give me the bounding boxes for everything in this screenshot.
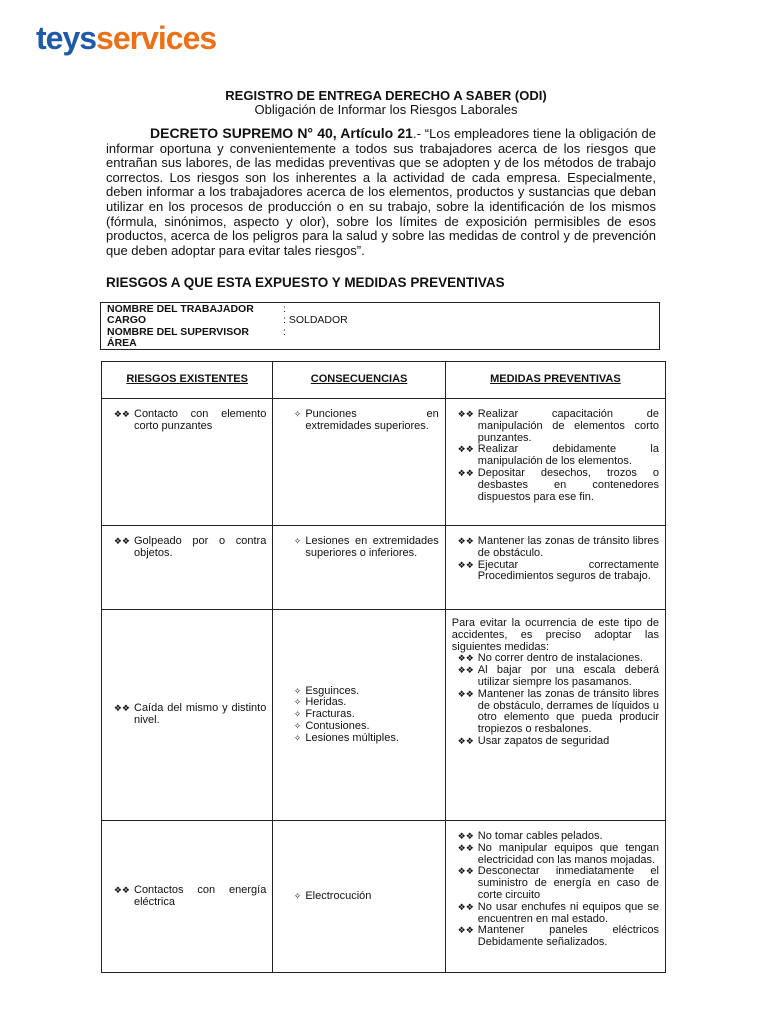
consequence-text: Punciones en extremidades superiores.: [305, 408, 439, 432]
table-row: [102, 399, 666, 526]
worker-name-label: NOMBRE DEL TRABAJADOR: [107, 303, 254, 315]
document-title: REGISTRO DE ENTREGA DERECHO A SABER (ODI): [225, 88, 547, 103]
consequence-cell: [273, 821, 445, 973]
bullet-icon: ❖❖: [457, 925, 474, 936]
measure-text: Al bajar por una escala deberá utilizar siempre los pasamanos.: [477, 664, 659, 688]
measure-text: Ejecutar correctamente Procedimientos seguros de trabajo.: [477, 558, 659, 583]
measure-text: Mantener paneles eléctricos Debidamente señalizados.: [477, 924, 659, 949]
consequence-cell: [273, 610, 445, 821]
bullet-icon: ✧: [293, 732, 302, 743]
worker-name-value: :: [283, 303, 286, 315]
decree-text: .- “Los empleadores tiene la obligación de informar oportuna y convenientemente a todos sus trabajadores acerca de los riesgos que entrañan sus labores, de las medidas preventivas que se adopten y de los métodos de trabajo correctos. Los riesgos son los inherentes a la actividad de cada empresa. Especialmente, deben informar a los trabajadores acerca de los elementos, productos y sustancias que deban utilizar en los procesos de producción o en su trabajo, sobre la identificación de los mismos (fórmula, sinónimos, aspecto y olor), sobre los límites de exposición permisibles de esos productos, acerca de los peligros para la salud y sobre las medidas de control y de prevención que deben adoptar para evitar tales riesgos”.: [106, 126, 657, 258]
risk-text: Contactos con energía eléctrica: [134, 883, 267, 908]
worker-info-box: [100, 302, 660, 350]
bullet-icon: ✧: [293, 720, 302, 731]
bullet-icon: ✧: [293, 697, 302, 708]
bullet-icon: ❖❖: [457, 467, 474, 478]
risk-text: Golpeado por o contra objetos.: [134, 535, 267, 559]
consequence-text: Fracturas.: [305, 708, 355, 721]
document-subtitle: Obligación de Informar los Riesgos Laborales: [254, 102, 518, 117]
measure-text: Desconectar inmediatamente el suministro de energía en caso de corte circuito: [477, 865, 659, 901]
bullet-icon: ❖❖: [457, 536, 474, 546]
decree-paragraph: [106, 126, 656, 258]
consequence-text: Contusiones.: [305, 719, 370, 732]
consequence-text: Esguinces.: [305, 684, 360, 697]
bullet-icon: ❖❖: [457, 444, 474, 455]
measures-cell: [445, 526, 665, 610]
risk-text: Caída del mismo y distinto nivel.: [134, 702, 267, 726]
risk-cell: [102, 821, 273, 973]
bullet-icon: ❖❖: [457, 831, 474, 841]
risk-cell: [102, 610, 273, 821]
area-label: ÁREA: [107, 337, 137, 350]
company-logo: [36, 18, 236, 62]
consequence-cell: [273, 399, 445, 526]
table-row: [102, 821, 666, 973]
measures-cell: [445, 821, 665, 973]
table-row: [102, 526, 666, 610]
bullet-icon: ❖❖: [457, 842, 474, 853]
bullet-icon: ❖❖: [457, 665, 474, 676]
consequence-text: Electrocución: [305, 889, 372, 902]
bullet-icon: ✧: [293, 685, 302, 696]
header-consequences: CONSECUENCIAS: [273, 362, 445, 399]
bullet-icon: ❖❖: [457, 688, 474, 699]
risk-text: Contacto con elemento corto punzantes: [134, 408, 267, 432]
measure-text: Usar zapatos de seguridad: [477, 734, 610, 747]
table-row: [102, 610, 666, 821]
consequence-text: Lesiones en extremidades superiores o inferiores.: [305, 535, 439, 559]
measure-text: Depositar desechos, trozos o desbastes en contenedores dispuestos para ese fin.: [477, 466, 659, 503]
consequence-text: Lesiones múltiples.: [305, 731, 399, 744]
risks-table: [101, 361, 666, 973]
measures-cell: [445, 610, 665, 821]
bullet-icon: ❖❖: [113, 703, 130, 714]
header-measures: MEDIDAS PREVENTIVAS: [445, 362, 665, 399]
logo-part-b: services: [96, 20, 217, 56]
bullet-icon: ❖❖: [457, 866, 474, 877]
measure-text: Realizar capacitación de manipulación de elementos corto punzantes.: [477, 408, 659, 444]
bullet-icon: ✧: [293, 409, 302, 419]
bullet-icon: ❖❖: [457, 409, 474, 419]
bullet-icon: ❖❖: [457, 653, 474, 664]
cargo-label: CARGO: [107, 314, 147, 327]
bullet-icon: ❖❖: [113, 409, 130, 419]
measure-text: Realizar debidamente la manipulación de los elementos.: [477, 443, 659, 468]
bullet-icon: ❖❖: [457, 735, 474, 746]
supervisor-label: NOMBRE DEL SUPERVISOR: [107, 325, 249, 338]
bullet-icon: ❖❖: [457, 901, 474, 912]
consequence-cell: [273, 526, 445, 610]
risk-cell: [102, 526, 273, 610]
logo-part-a: teys: [36, 20, 97, 56]
supervisor-value: :: [283, 325, 286, 338]
bullet-icon: ❖❖: [113, 884, 130, 895]
measure-text: No tomar cables pelados.: [477, 830, 603, 842]
cargo-value: : SOLDADOR: [283, 314, 348, 327]
measures-intro: Para evitar la ocurrencia de este tipo de accidentes, es preciso adoptar las siguientes medidas:: [451, 617, 659, 653]
consequence-text: Heridas.: [305, 696, 347, 709]
measure-text: No usar enchufes ni equipos que se encuentren en mal estado.: [477, 900, 659, 925]
decree-reference: DECRETO SUPREMO N° 40, Artículo 21: [150, 125, 413, 141]
measure-text: No correr dentro de instalaciones.: [477, 652, 643, 665]
risk-cell: [102, 399, 273, 526]
measure-text: Mantener las zonas de tránsito libres de obstáculo, derrames de líquidos u otro elemento que pueda producir tropiezos o resbalones.: [477, 687, 659, 736]
bullet-icon: ✧: [293, 536, 302, 546]
bullet-icon: ✧: [293, 709, 302, 720]
header-risks: RIESGOS EXISTENTES: [102, 362, 273, 399]
section-title: RIESGOS A QUE ESTA EXPUESTO Y MEDIDAS PREVENTIVAS: [106, 275, 505, 290]
measure-text: Mantener las zonas de tránsito libres de obstáculo.: [477, 535, 659, 559]
bullet-icon: ❖❖: [113, 536, 130, 546]
bullet-icon: ❖❖: [457, 559, 474, 570]
measures-cell: [445, 399, 665, 526]
bullet-icon: ✧: [293, 890, 302, 901]
measure-text: No manipular equipos que tengan electricidad con las manos mojadas.: [477, 841, 659, 866]
